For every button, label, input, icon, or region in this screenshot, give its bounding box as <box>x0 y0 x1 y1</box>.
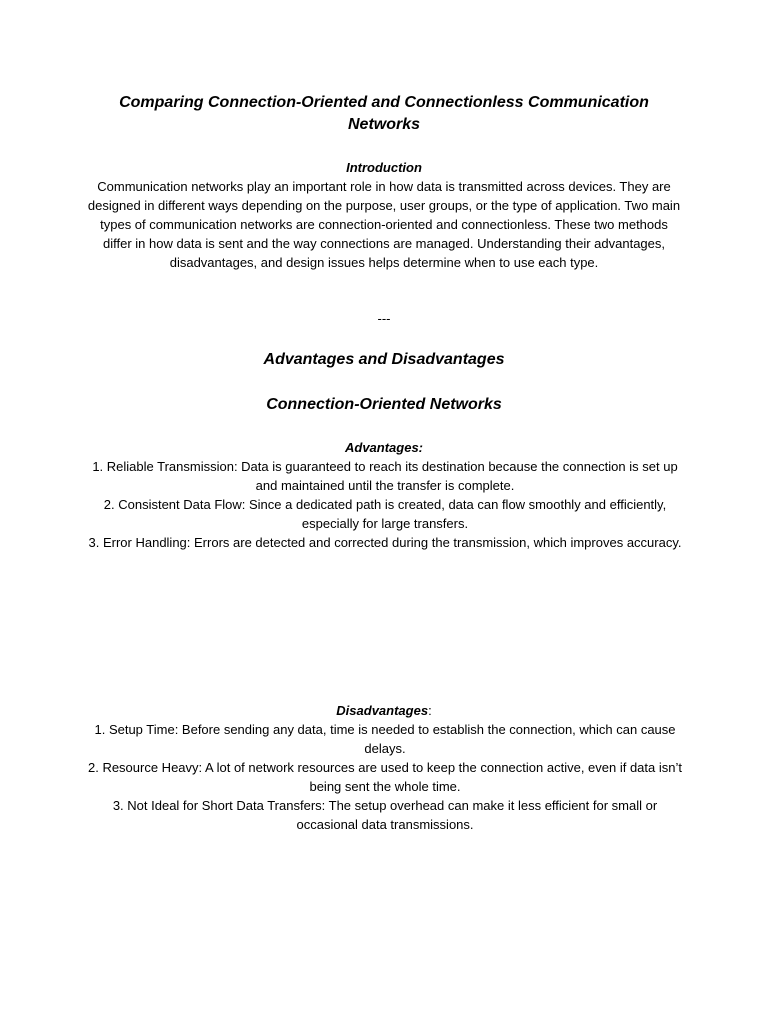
intro-heading: Introduction <box>346 160 422 175</box>
subsection-heading: Connection-Oriented Networks <box>266 396 502 413</box>
section-heading: Advantages and Disadvantages <box>263 351 505 368</box>
disadvantages-heading-line <box>60 701 708 720</box>
intro-paragraph: Communication networks play an important role in how data is transmitted across devices. They are designed in different ways depending on the purpose, user groups, or the type of application. Two main types of communication networks are connection-oriented and connectionless. These two methods differ in how data is sent and the way connections are managed. Understanding their advantages, disadvantages, and design issues helps determine when to use each type. <box>87 179 681 270</box>
advantages-heading: Advantages: <box>344 440 424 455</box>
list-item: 1. Reliable Transmission: Data is guaranteed to reach its destination because the connection is set up and maintained until the transfer is complete. <box>92 459 678 493</box>
document-title: Comparing Connection-Oriented and Connectionless Communication Networks <box>119 94 649 133</box>
separator: --- <box>377 311 391 326</box>
advantages-list <box>86 457 684 552</box>
disadvantages-colon: : <box>428 703 432 718</box>
disadvantages-heading: Disadvantages <box>336 703 429 718</box>
list-item: 2. Consistent Data Flow: Since a dedicated path is created, data can flow smoothly and efficiently, especially for large transfers. <box>103 497 667 531</box>
list-item: 2. Resource Heavy: A lot of network resources are used to keep the connection active, even if data isn’t being sent the whole time. <box>87 760 682 794</box>
disadvantages-list <box>86 720 684 834</box>
list-item: 1. Setup Time: Before sending any data, time is needed to establish the connection, which can cause delays. <box>94 722 676 756</box>
list-item: 3. Not Ideal for Short Data Transfers: The setup overhead can make it less efficient for small or occasional data transmissions. <box>112 798 658 832</box>
list-item: 3. Error Handling: Errors are detected and corrected during the transmission, which improves accuracy. <box>88 535 682 550</box>
